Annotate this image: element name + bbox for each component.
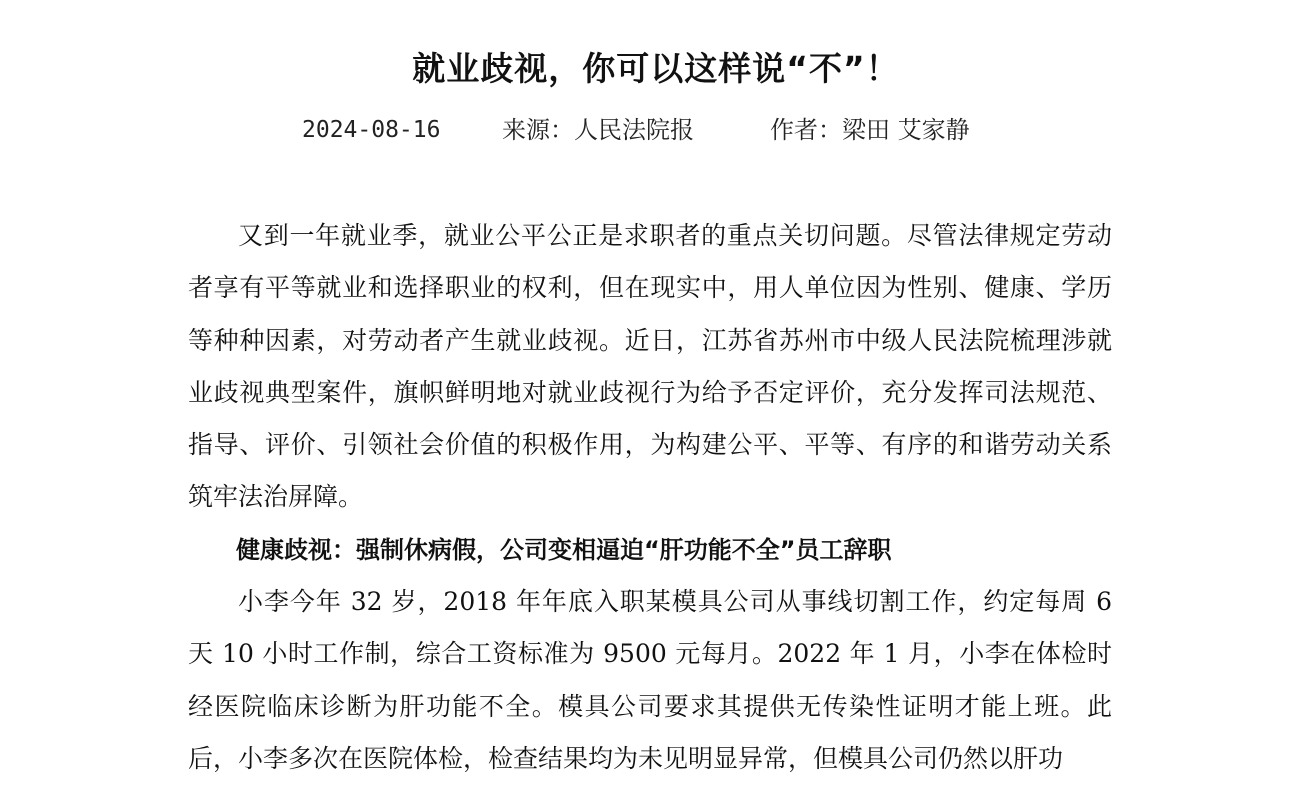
section-heading: 健康歧视：强制休病假，公司变相逼迫“肝功能不全”员工辞职 [236, 535, 892, 564]
publish-date: 2024-08-16 [302, 117, 441, 143]
article-meta [0, 110, 1312, 150]
article-body [188, 210, 1112, 785]
article-author: 作者：梁田 艾家静 [770, 116, 970, 144]
article-source: 来源：人民法院报 [502, 116, 694, 144]
intro-paragraph: 又到一年就业季，就业公平公正是求职者的重点关切问题。尽管法律规定劳动者享有平等就业和选择职业的权利，但在现实中，用人单位因为性别、健康、学历等种种因素，对劳动者产生就业歧视。近日，江苏省苏州市中级人民法院梳理涉就业歧视典型案件，旗帜鲜明地对就业歧视行为给予否定评价，充分发挥司法规范、指导、评价、引领社会价值的积极作用，为构建公平、平等、有序的和谐劳动关系筑牢法治屏障。 [188, 221, 1112, 512]
case-paragraph: 小李今年 32 岁，2018 年年底入职某模具公司从事线切割工作，约定每周 6 天 10 小时工作制，综合工资标准为 9500 元每月。2022 年 1 月，小李在体检时经医院临床诊断为肝功能不全。模具公司要求其提供无传染性证明才能上班。此后，小李多次在医院体检，检查结果均为未见明显异常，但模具公司仍然以肝功 [188, 587, 1112, 773]
article-title: 就业歧视，你可以这样说“不”！ [412, 49, 900, 88]
